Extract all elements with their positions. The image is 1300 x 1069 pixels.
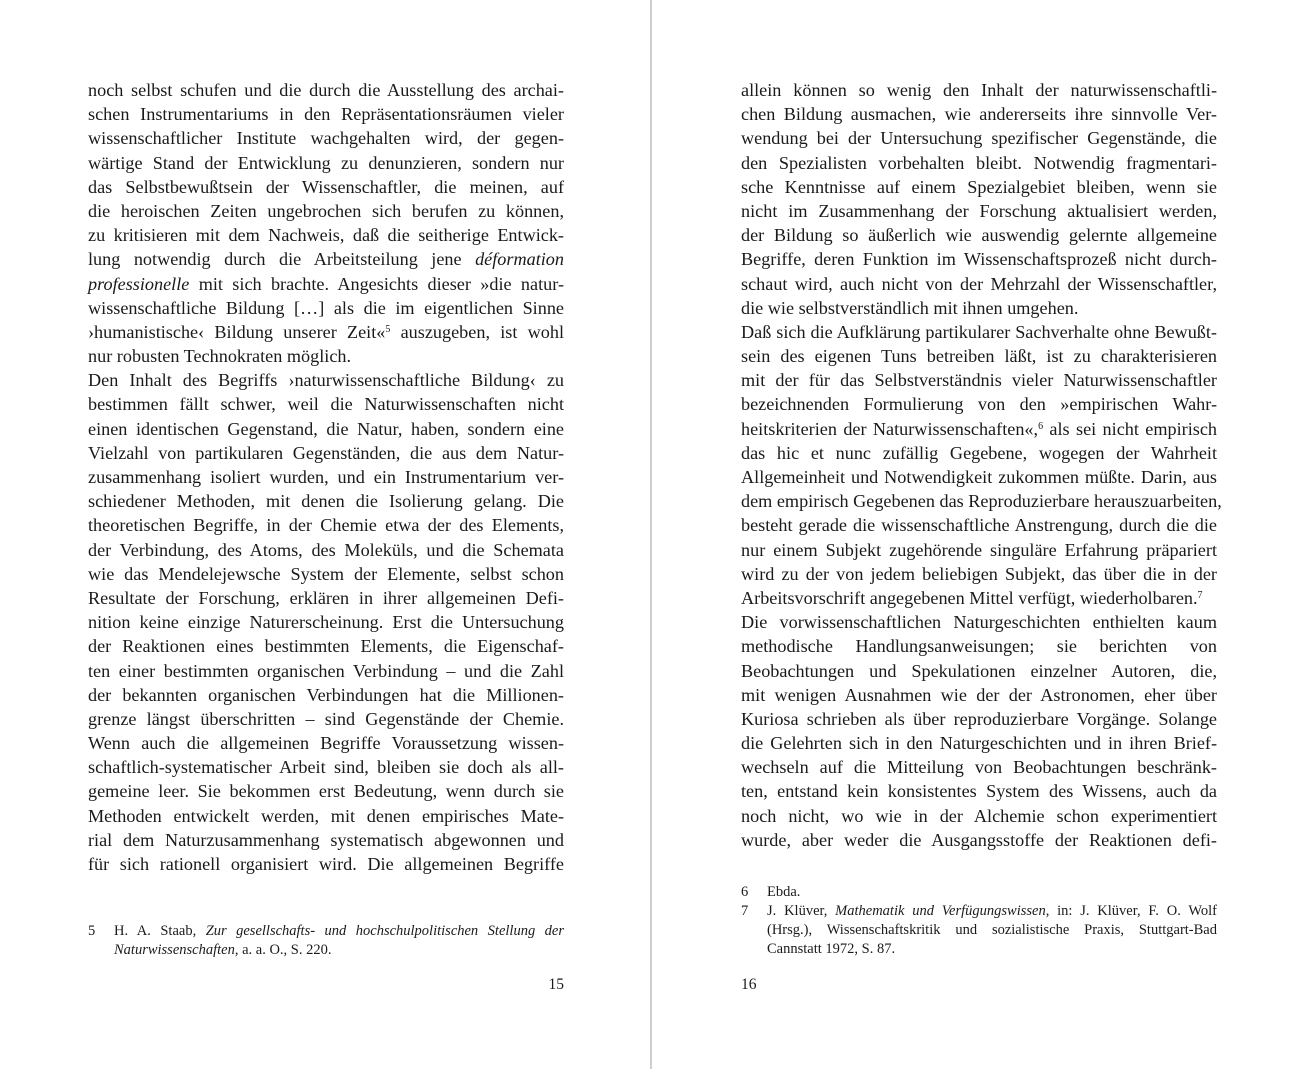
- text-line: wärtige Stand der Entwicklung zu denunzieren, sondern nur: [88, 152, 564, 173]
- text-line: ten, entstand kein konsistentes System des Wissens, auch da: [741, 781, 1217, 802]
- footnote-number: 7: [741, 903, 749, 919]
- text-line: das Selbstbewußtsein der Wissenschaftler, die meinen, auf: [88, 176, 564, 197]
- text-line: Die vorwissenschaftlichen Naturgeschichten enthielten kaum: [741, 612, 1217, 633]
- text-line: chen Bildung ausmachen, wie andererseits ihre sinnvolle Ver-: [741, 104, 1217, 125]
- text-line: Begriffe, deren Funktion im Wissenschaftsprozeß nicht durch-: [741, 249, 1217, 270]
- text-line: Wenn auch die allgemeinen Begriffe Voraussetzung wissen-: [88, 733, 564, 754]
- footnote-line: (Hrsg.), Wissenschaftskritik und sozialistische Praxis, Stuttgart-Bad: [767, 922, 1217, 938]
- book-gutter-divider: [650, 0, 652, 1069]
- text-line: schaut wird, auch nicht von der Mehrzahl der Wissenschaftler,: [741, 273, 1217, 294]
- text-line: besteht gerade die wissenschaftliche Anstrengung, durch die die: [741, 515, 1217, 536]
- text-line: bestimmen fällt schwer, weil die Naturwissenschaften nicht: [88, 394, 564, 415]
- footnote-line: Naturwissenschaften, a. a. O., S. 220.: [114, 942, 332, 958]
- footnote: [88, 922, 564, 960]
- text-line: wissenschaftlicher Institute wachgehalten wird, der gegen-: [88, 128, 564, 149]
- right-page-body: [741, 78, 1222, 852]
- text-line: wechseln auf die Mitteilung von Beobachtungen beschränk-: [741, 757, 1217, 778]
- text-line: wurde, aber weder die Ausgangsstoffe der Reaktionen defi-: [741, 829, 1217, 850]
- text-line: heitskriterien der Naturwissenschaften«,$^6$ als sei nicht empirisch: [741, 418, 1217, 439]
- text-line: einen identischen Gegenstand, die Natur, haben, sondern eine: [88, 418, 564, 439]
- text-line: Daß sich die Aufklärung partikularer Sachverhalte ohne Bewußt-: [741, 321, 1217, 342]
- text-line: der Reaktionen eines bestimmten Elements, die Eigenschaf-: [88, 636, 564, 657]
- footnote-number: 6: [741, 884, 749, 900]
- text-line: die heroischen Zeiten ungebrochen sich berufen zu können,: [88, 200, 564, 221]
- text-line: dem empirisch Gegebenen das Reproduzierbare herauszuarbeiten,: [741, 491, 1222, 512]
- text-line: methodische Handlungsanweisungen; sie berichten von: [741, 636, 1217, 657]
- footnote: [741, 883, 1217, 902]
- text-line: nition keine einzige Naturerscheinung. Erst die Untersuchung: [88, 612, 564, 633]
- left-footnotes: [88, 922, 564, 960]
- text-line: schen Instrumentariums in den Repräsentationsräumen vieler: [88, 104, 564, 125]
- text-line: der Verbindung, des Atoms, des Moleküls, und die Schemata: [88, 539, 564, 560]
- text-line: Resultate der Forschung, erklären in ihrer allgemeinen Defi-: [88, 587, 564, 608]
- text-line: die Gelehrten sich in den Naturgeschichten und in ihren Brief-: [741, 733, 1217, 754]
- text-line: allein können so wenig den Inhalt der naturwissenschaftli-: [741, 80, 1217, 100]
- text-line: schaftlich-systematischer Arbeit sind, bleiben sie doch als all-: [88, 757, 564, 778]
- text-line: wissenschaftliche Bildung […] als die im eigentlichen Sinne: [88, 297, 564, 318]
- text-line: nicht im Zusammenhang der Forschung aktualisiert werden,: [741, 200, 1217, 221]
- text-line: Vielzahl von partikularen Gegenständen, die aus dem Natur-: [88, 442, 564, 463]
- footnote: [741, 902, 1217, 959]
- right-footnotes: [741, 883, 1217, 959]
- text-line: mit der für das Selbstverständnis vieler Naturwissenschaftler: [741, 370, 1217, 391]
- text-line: bezeichnenden Formulierung von den »empirischen Wahr-: [741, 394, 1217, 415]
- text-line: der bekannten organischen Verbindungen hat die Millionen-: [88, 684, 564, 705]
- text-line: Arbeitsvorschrift angegebenen Mittel verfügt, wiederholbaren.$^7$: [741, 587, 1203, 608]
- text-line: das hic et nunc zufällig Gegebene, wogegen der Wahrheit: [741, 442, 1217, 463]
- text-line: lung notwendig durch die Arbeitsteilung jene déformation: [88, 249, 564, 270]
- text-line: Methoden entwickelt werden, mit denen empirisches Mate-: [88, 805, 564, 826]
- text-line: noch selbst schufen und die durch die Ausstellung des archai-: [88, 80, 564, 100]
- text-line: nur einem Subjekt zugehörende singuläre Erfahrung präpariert: [741, 539, 1217, 560]
- footnote-line: J. Klüver, Mathematik und Verfügungswissen, in: J. Klüver, F. O. Wolf: [767, 903, 1217, 919]
- footnote-line: H. A. Staab, Zur gesellschafts- und hochschulpolitischen Stellung der: [114, 923, 564, 939]
- text-line: wird zu der von jedem beliebigen Subjekt, das über die in der: [741, 563, 1217, 584]
- text-line: wendung bei der Untersuchung spezifischer Gegenstände, die: [741, 128, 1217, 149]
- text-line: schiedener Methoden, mit denen die Isolierung gelang. Die: [88, 491, 564, 512]
- text-line: Beobachtungen und Spekulationen einzelner Autoren, die,: [741, 660, 1217, 681]
- text-line: der Bildung so äußerlich wie auswendig gelernte allgemeine: [741, 225, 1217, 246]
- text-line: professionelle mit sich brachte. Angesichts dieser »die natur-: [88, 273, 564, 294]
- text-line: Kuriosa schrieben als über reproduzierbare Vorgänge. Solange: [741, 708, 1217, 729]
- text-line: Den Inhalt des Begriffs ›naturwissenschaftliche Bildung‹ zu: [88, 370, 564, 391]
- footnote-line: Cannstatt 1972, S. 87.: [767, 941, 896, 957]
- page-number: 16: [741, 976, 757, 993]
- text-line: ›humanistische‹ Bildung unserer Zeit«$^5$ auszugeben, ist wohl: [88, 321, 564, 342]
- text-line: den Spezialisten vorbehalten bleibt. Notwendig fragmentari-: [741, 152, 1217, 173]
- text-line: mit wenigen Ausnahmen wie der der Astronomen, eher über: [741, 684, 1217, 705]
- text-line: für sich rationell organisiert wird. Die allgemeinen Begriffe: [88, 854, 564, 874]
- text-line: theoretischen Begriffe, in der Chemie etwa der des Elements,: [88, 515, 564, 536]
- footnote-number: 5: [88, 923, 96, 939]
- left-page-body: [88, 78, 564, 876]
- text-line: grenze längst überschritten – sind Gegenstände der Chemie.: [88, 708, 564, 729]
- page-number: 15: [548, 976, 564, 993]
- text-line: die wie selbstverständlich mit ihnen umgehen.: [741, 297, 1079, 318]
- text-line: zu kritisieren mit dem Nachweis, daß die seitherige Entwick-: [88, 225, 564, 246]
- left-page: [88, 0, 564, 1069]
- text-line: gemeine leer. Sie bekommen erst Bedeutung, wenn durch sie: [88, 781, 564, 802]
- text-line: rial dem Naturzusammenhang systematisch abgewonnen und: [88, 829, 564, 850]
- text-line: sein des eigenen Tuns betreiben läßt, ist zu charakterisieren: [741, 346, 1217, 367]
- text-line: Allgemeinheit und Notwendigkeit zukommen müßte. Darin, aus: [741, 467, 1217, 487]
- text-line: noch nicht, wo wie in der Alchemie schon experimentiert: [741, 805, 1217, 826]
- text-line: sche Kenntnisse auf einem Spezialgebiet bleiben, wenn sie: [741, 176, 1217, 197]
- text-line: nur robusten Technokraten möglich.: [88, 346, 352, 367]
- footnote-line: Ebda.: [767, 884, 801, 900]
- text-line: ten einer bestimmten organischen Verbindung – und die Zahl: [88, 660, 564, 681]
- text-line: wie das Mendelejewsche System der Elemente, selbst schon: [88, 563, 564, 584]
- text-line: zusammenhang isoliert wurden, und ein Instrumentarium ver-: [88, 467, 564, 487]
- right-page: [741, 0, 1222, 1069]
